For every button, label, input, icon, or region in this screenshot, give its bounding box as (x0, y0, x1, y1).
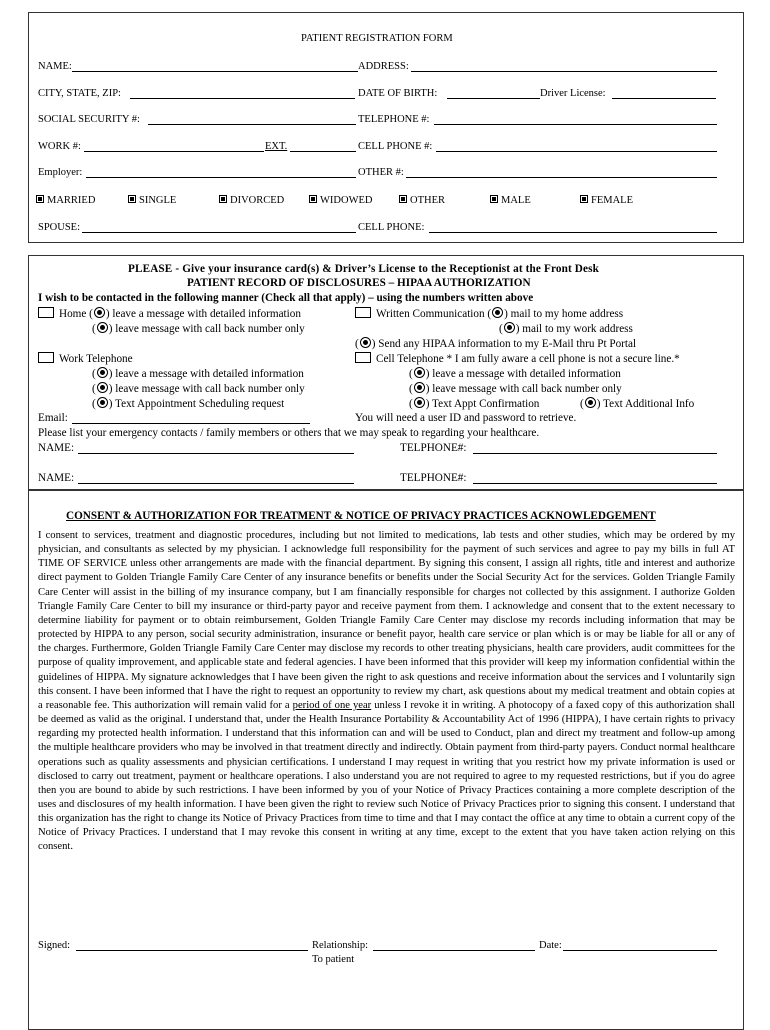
work-label: WORK #: (38, 141, 81, 152)
dob-field[interactable] (447, 98, 540, 99)
cell-text-confirm-option[interactable]: ( ) Text Appt Confirmation (409, 398, 540, 410)
tel-field[interactable] (434, 124, 717, 125)
radio-icon (585, 397, 596, 408)
relationship-label: Relationship: (312, 940, 368, 951)
checkbox-icon (38, 307, 54, 318)
hipaa-title: PATIENT RECORD OF DISCLOSURES – HIPAA AUTHORIZATION (187, 277, 531, 289)
cell-text-info-option[interactable]: ( ) Text Additional Info (580, 398, 695, 410)
work-field[interactable] (84, 151, 264, 152)
contact-instruction: I wish to be contacted in the following manner (Check all that apply) – using the numbers written above (38, 292, 534, 304)
checkbox-icon (580, 195, 588, 203)
checkbox-icon (309, 195, 317, 203)
contact2-tel-label: TELPHONE#: (400, 472, 467, 484)
employer-label: Employer: (38, 167, 83, 178)
radio-icon (360, 337, 371, 348)
cell-telephone-option[interactable]: Cell Telephone * I am fully aware a cell phone is not a secure line.* (355, 352, 680, 365)
relationship-field[interactable] (373, 950, 535, 951)
contact1-tel-field[interactable] (473, 453, 717, 454)
ext-label: EXT. (265, 141, 288, 152)
tel-label: TELEPHONE #: (358, 114, 430, 125)
work-text-option[interactable]: ( ) Text Appointment Scheduling request (92, 398, 285, 410)
contact1-name-label: NAME: (38, 442, 75, 454)
cell-field[interactable] (436, 151, 717, 152)
userid-note: You will need a user ID and password to retrieve. (355, 412, 577, 424)
checkbox-icon (36, 195, 44, 203)
checkbox-married[interactable]: MARRIED (36, 195, 95, 207)
checkbox-icon (490, 195, 498, 203)
consent-title: CONSENT & AUTHORIZATION FOR TREATMENT & NOTICE OF PRIVACY PRACTICES ACKNOWLEDGEMENT (66, 510, 656, 522)
radio-icon (97, 367, 108, 378)
email-label: Email: (38, 412, 68, 424)
date-label: Date: (539, 940, 562, 951)
radio-icon (97, 397, 108, 408)
spouse-label: SPOUSE: (38, 222, 81, 233)
spouse-cell-label: CELL PHONE: (358, 222, 425, 233)
consent-body: I consent to services, treatment and diagnostic procedures, including but not limited to medications, lab tests and other studies, which may be ordered by my physician, and consultants as selected by my physician. I acknowledge full responsibility for the payment of such services and agree to pay my bills in full AT TIME OF SERVICE unless other arrangements are made with the financial department. By signing this consent, I assign all rights, title and interest and authorize direct payment to Golden Triangle Family Care Center of any insurance benefits or benefits under the Social Security Act for the services. Golden Triangle Family Care Center will assist in the billing of my insurance company, but I am financially responsible for charges not collected by this assignment. I authorize Golden Triangle Family Care Center to bill my insurance or third-party payor and receive payment from them. I acknowledge and consent that to the extent necessary to determine liability for payment or to obtain reimbursement, Golden Triangle Family Care Center may disclose my records including information that may be protected by HIPPA to any person, social security administration, insurance or benefit payor, health care service or plan which is or may be liable for all or any of the charges. Furthermore, Golden Triangle Family Care Center may disclose my records to other treating physicians, health care providers, audit committees for the purpose of quality improvement, and applicable state and federal agencies. I have been informed that this provider will keep my information confidential within the guidelines of HIPPA. My signature acknowledges that I have been given the right to ask questions and receive information about the services and I voluntarily sign this consent. I have been informed that I have the right to request an opportunity to review my chart, ask questions about my medical treatment and obtain copies at a reasonable fee. This authorization will remain valid for a period of one year unless I revoke it in writing. A photocopy of a faxed copy of this authorization shall be deemed as valid as the original. I understand that, under the Health Insurance Portability & Accountability Act of 1996 (HIPPA), I have certain rights to privacy regarding my protected health information. I understand that this information can and will be used to Conduct, plan and direct my treatment and follow-up among the multiple healthcare providers who may be involved in that treatment directly and indirectly. Obtain payment from third-party payers. Conduct normal healthcare operations such as quality assessments and physician certifications. I understand I may request in writing that you restrict how my private information is used or disclosed to carry out treatment, payment or healthcare operations. I also understand you are not required to agree to my requested restrictions, but if you do agree then you are bound to abide by such restrictions. I have been informed by you of your Notice of Privacy Practices containing a more complete description of the uses and disclosures of my health information. I have been given the right to review such Notice of Privacy Practices prior to signing this consent. I understand that this organization has the right to change its Notice of Privacy Practices from time to time and that I may contact the office at any time to obtain a current copy of the Notice of Privacy Practices. I understand that I may revoke this consent in writing at any time, except to the extent that you have taken action relying on this consent. (38, 530, 735, 853)
validity-period: period of one year (292, 699, 372, 711)
checkbox-divorced[interactable]: DIVORCED (219, 195, 284, 207)
ssn-label: SOCIAL SECURITY #: (38, 114, 140, 125)
checkbox-widowed[interactable]: WIDOWED (309, 195, 372, 207)
dl-label: Driver License: (540, 88, 606, 99)
checkbox-other[interactable]: OTHER (399, 195, 445, 207)
spouse-field[interactable] (82, 232, 356, 233)
date-field[interactable] (563, 950, 717, 951)
dl-field[interactable] (612, 98, 716, 99)
checkbox-icon (38, 352, 54, 363)
radio-icon (94, 307, 105, 318)
registration-section (28, 12, 744, 243)
checkbox-icon (355, 352, 371, 363)
signed-label: Signed: (38, 940, 71, 951)
address-field[interactable] (411, 71, 717, 72)
name-field[interactable] (72, 71, 358, 72)
contact1-tel-label: TELPHONE#: (400, 442, 467, 454)
address-label: ADDRESS: (358, 61, 409, 72)
employer-field[interactable] (86, 177, 356, 178)
signature-field[interactable] (76, 950, 308, 951)
spouse-cell-field[interactable] (429, 232, 717, 233)
contact1-name-field[interactable] (78, 453, 354, 454)
radio-icon (414, 382, 425, 393)
cell-callback-option[interactable]: ( ) leave message with call back number only (409, 383, 622, 395)
radio-icon (414, 367, 425, 378)
checkbox-icon (355, 307, 371, 318)
radio-icon (414, 397, 425, 408)
checkbox-icon (128, 195, 136, 203)
city-field[interactable] (130, 98, 355, 99)
other-num-field[interactable] (406, 177, 717, 178)
written-option[interactable]: Written Communication ( ) mail to my home address (355, 307, 623, 320)
name-label: NAME: (38, 61, 72, 72)
checkbox-single[interactable]: SINGLE (128, 195, 176, 207)
checkbox-icon (219, 195, 227, 203)
work-detailed-option[interactable]: ( ) leave a message with detailed information (92, 368, 304, 380)
emergency-note: Please list your emergency contacts / family members or others that we may speak to regarding your healthcare. (38, 427, 540, 439)
radio-icon (492, 307, 503, 318)
checkbox-female[interactable]: FEMALE (580, 195, 633, 207)
checkbox-male[interactable]: MALE (490, 195, 531, 207)
cell-label: CELL PHONE #: (358, 141, 433, 152)
ext-field[interactable] (290, 151, 356, 152)
radio-icon (97, 382, 108, 393)
contact2-name-field[interactable] (78, 483, 354, 484)
mail-work-option[interactable]: ( ) mail to my work address (499, 323, 633, 335)
radio-icon (97, 322, 108, 333)
home-option[interactable]: Home ( ) leave a message with detailed information (38, 307, 301, 320)
work-telephone-option[interactable]: Work Telephone (38, 352, 133, 365)
cell-detailed-option[interactable]: ( ) leave a message with detailed information (409, 368, 621, 380)
ssn-field[interactable] (148, 124, 356, 125)
dob-label: DATE OF BIRTH: (358, 88, 438, 99)
email-portal-option[interactable]: ( ) Send any HIPAA information to my E-Mail thru Pt Portal (355, 338, 637, 350)
contact2-tel-field[interactable] (473, 483, 717, 484)
home-callback-option[interactable]: ( ) leave message with call back number only (92, 323, 305, 335)
checkbox-icon (399, 195, 407, 203)
radio-icon (504, 322, 515, 333)
email-field[interactable] (72, 423, 310, 424)
insurance-note: PLEASE - Give your insurance card(s) & Driver’s License to the Receptionist at the Front Desk (128, 263, 600, 275)
city-label: CITY, STATE, ZIP: (38, 88, 121, 99)
work-callback-option[interactable]: ( ) leave message with call back number only (92, 383, 305, 395)
other-num-label: OTHER #: (358, 167, 404, 178)
form-title: PATIENT REGISTRATION FORM (301, 33, 453, 44)
to-patient-label: To patient (312, 954, 355, 965)
contact2-name-label: NAME: (38, 472, 75, 484)
